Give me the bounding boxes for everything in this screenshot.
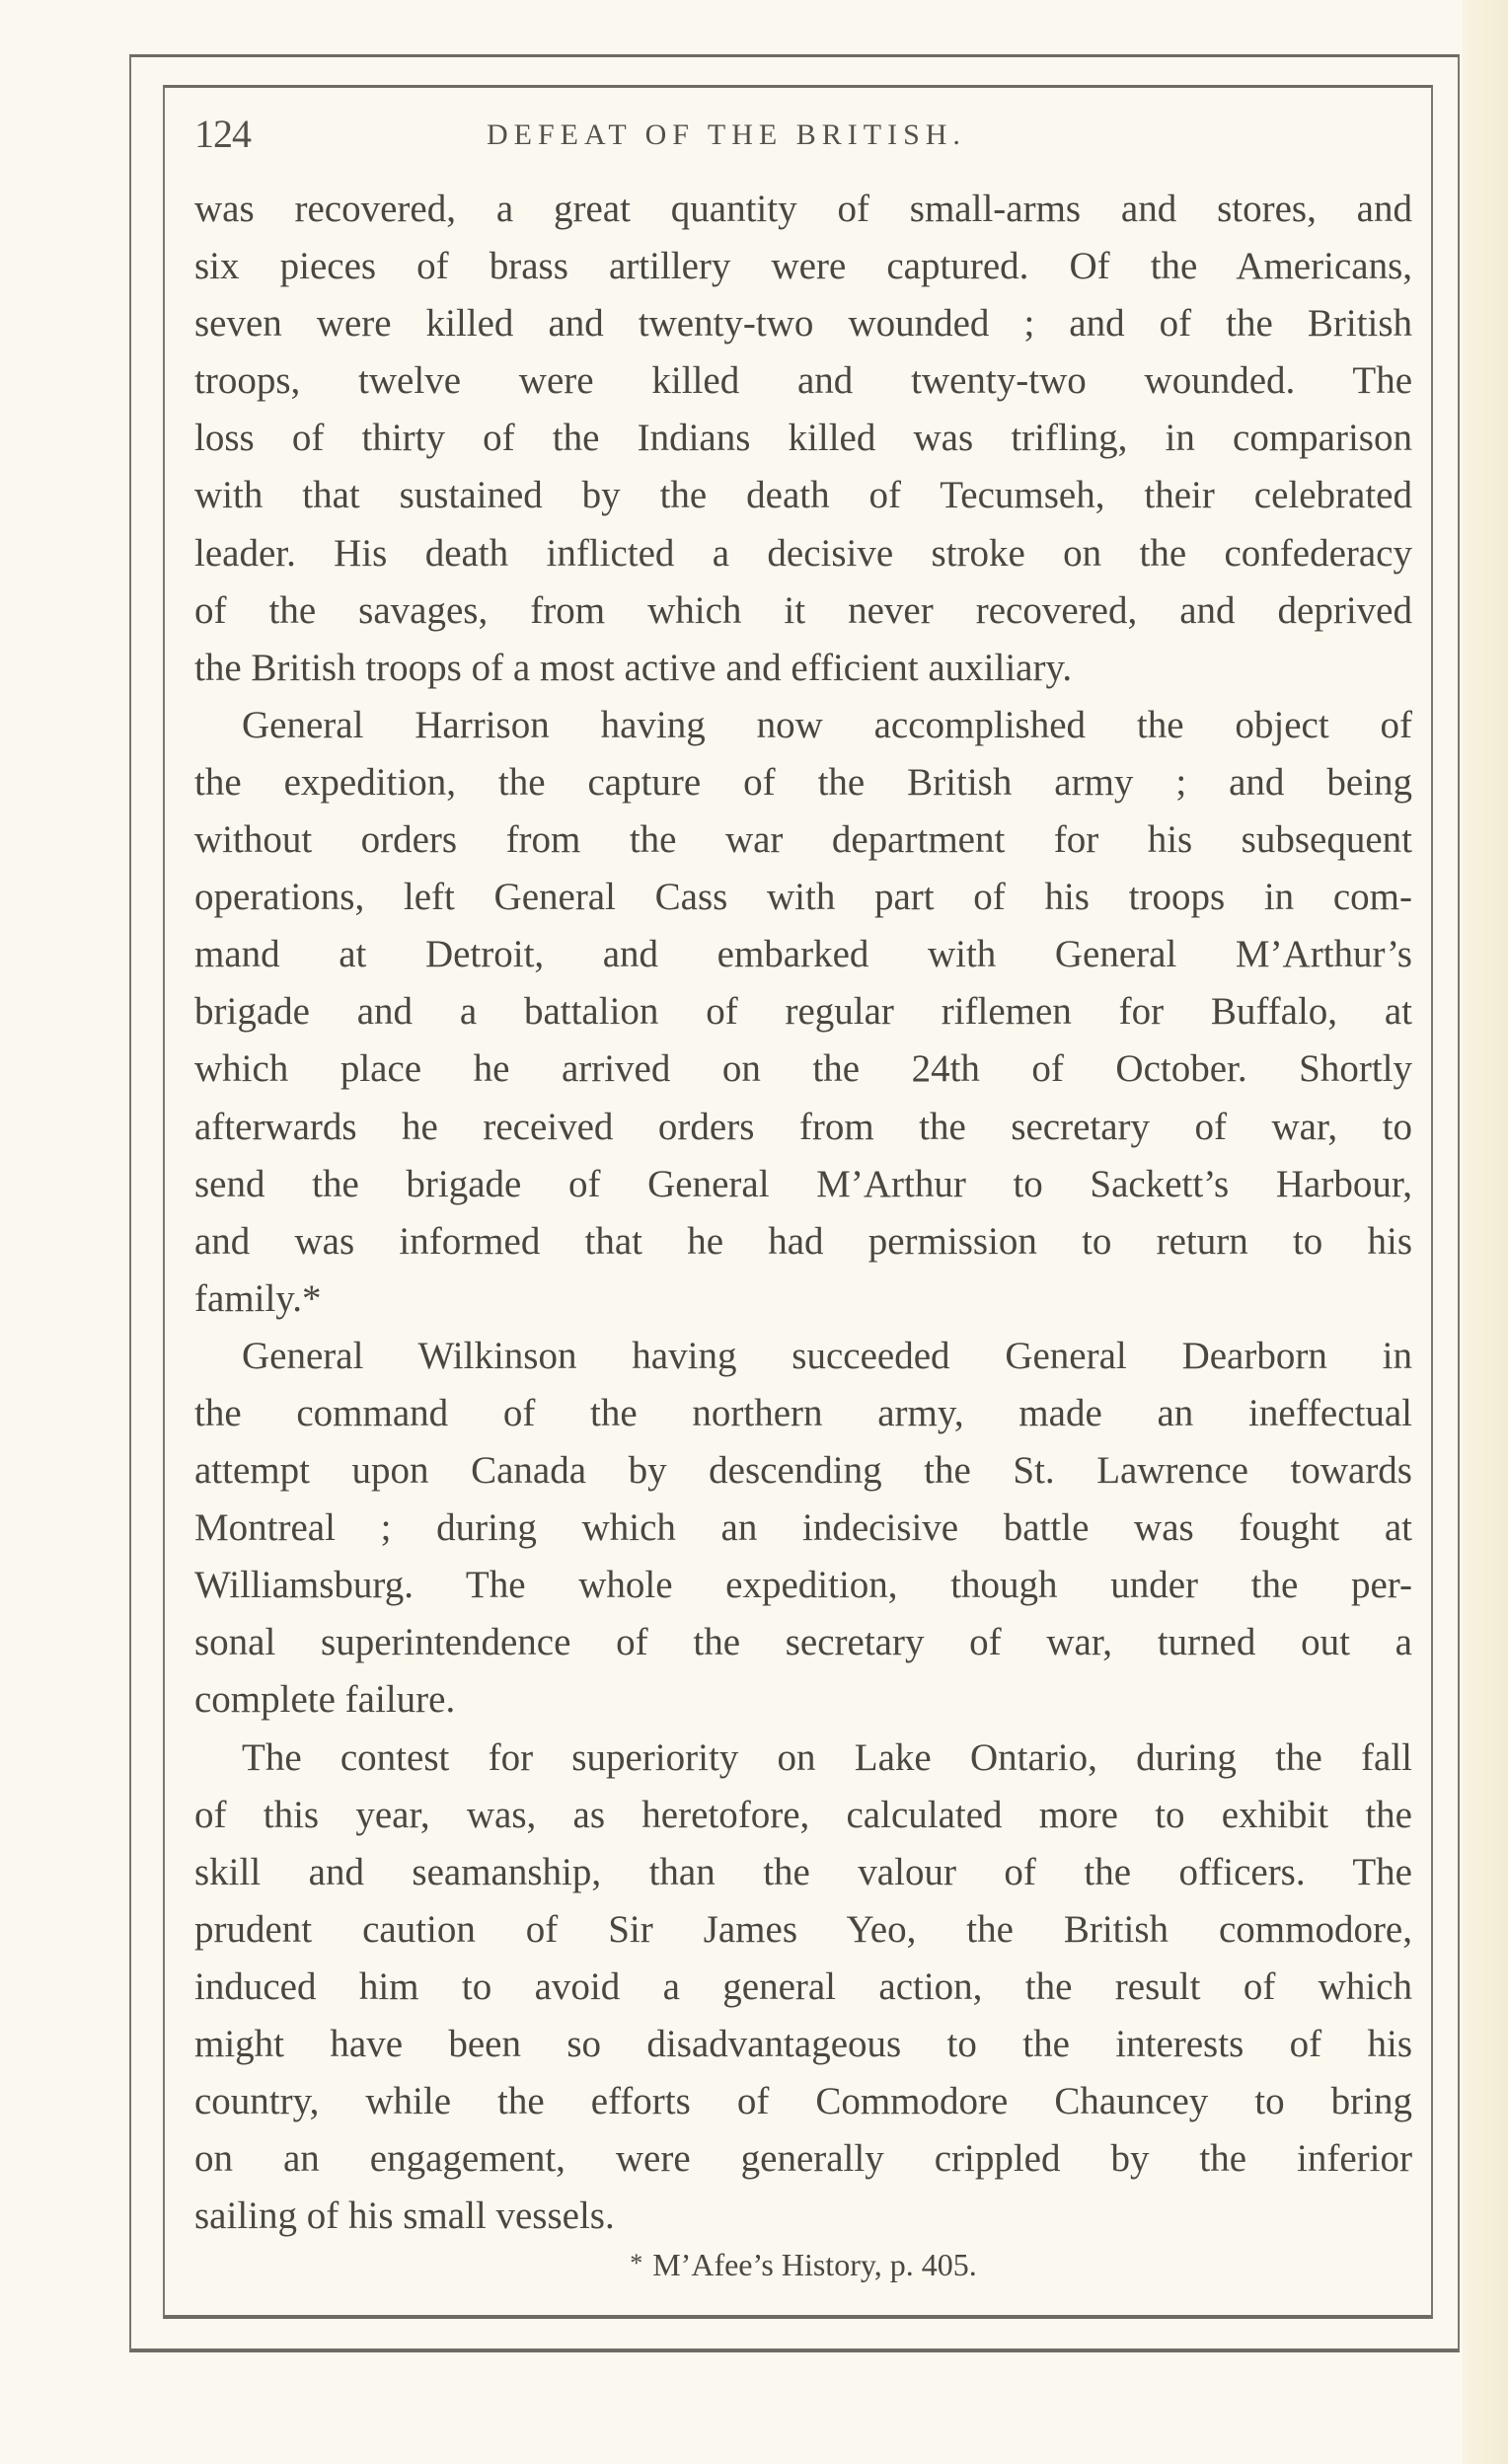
text-line: Williamsburg. The whole expedition, though under the per- <box>194 1564 1412 1607</box>
text-line: troops, twelve were killed and twenty-two wounded. The <box>194 359 1412 403</box>
text-line: was recovered, a great quantity of small-arms and stores, and <box>194 188 1412 230</box>
page-number: 124 <box>194 112 251 156</box>
text-line: country, while the efforts of Commodore Chauncey to bring <box>194 2080 1412 2123</box>
text-line: which place he arrived on the 24th of October. Shortly <box>194 1047 1412 1091</box>
text-line: send the brigade of General M’Arthur to Sackett’s Harbour, <box>194 1162 1412 1205</box>
paragraph <box>194 1730 1412 2246</box>
footnote-marker: * <box>630 2249 643 2277</box>
text-line: Montreal ; during which an indecisive battle was fought at <box>194 1506 1412 1550</box>
text-line: sonal superintendence of the secretary of war, turned out a <box>194 1621 1412 1664</box>
page-edge <box>1463 0 1508 2464</box>
text-line: sailing of his small vessels. <box>194 2194 615 2238</box>
paragraph <box>194 181 1412 697</box>
text-line: seven were killed and twenty-two wounded ; and of the British <box>194 302 1412 346</box>
text-line: family.* <box>194 1276 322 1320</box>
text-line: of this year, was, as heretofore, calculated more to exhibit the <box>194 1793 1412 1836</box>
text-line: The contest for superiority on Lake Ontario, during the fall <box>242 1735 1412 1779</box>
text-line: might have been so disadvantageous to the interests of his <box>194 2023 1412 2065</box>
body-text <box>194 181 1412 2245</box>
text-line: afterwards he received orders from the secretary of war, to <box>194 1105 1412 1148</box>
text-line: mand at Detroit, and embarked with General M’Arthur’s <box>194 933 1412 976</box>
text-line: induced him to avoid a general action, the result of which <box>194 1964 1412 2008</box>
running-head-title: DEFEAT OF THE BRITISH. <box>487 118 966 151</box>
text-line: six pieces of brass artillery were captured. Of the Americans, <box>194 245 1412 288</box>
text-line: and was informed that he had permission to return to his <box>194 1219 1412 1263</box>
text-line: the British troops of a most active and efficient auxiliary. <box>194 646 1073 689</box>
text-line: brigade and a battalion of regular riflemen for Buffalo, at <box>194 990 1412 1034</box>
footnote-text: M’Afee’s History, p. 405. <box>652 2247 977 2282</box>
text-line: attempt upon Canada by descending the St. Lawrence towards <box>194 1449 1412 1493</box>
text-line: without orders from the war department for his subsequent <box>194 818 1412 862</box>
text-line: operations, left General Cass with part of his troops in com- <box>194 876 1412 919</box>
text-line: skill and seamanship, than the valour of the officers. The <box>194 1850 1412 1893</box>
footnote <box>194 2247 1412 2283</box>
text-line: General Wilkinson having succeeded General Dearborn in <box>242 1334 1412 1377</box>
text-line: complete failure. <box>194 1678 456 1722</box>
text-line: of the savages, from which it never recovered, and deprived <box>194 588 1412 632</box>
running-head <box>194 111 1408 160</box>
paragraph <box>194 1328 1412 1730</box>
paragraph <box>194 697 1412 1328</box>
text-line: loss of thirty of the Indians killed was trifling, in comparison <box>194 417 1412 460</box>
text-line: the command of the northern army, made an ineffectual <box>194 1391 1412 1434</box>
text-line: leader. His death inflicted a decisive stroke on the confederacy <box>194 531 1412 575</box>
text-line: with that sustained by the death of Tecumseh, their celebrated <box>194 474 1412 517</box>
text-line: prudent caution of Sir James Yeo, the British commodore, <box>194 1907 1412 1951</box>
text-line: on an engagement, were generally crippled by the inferior <box>194 2137 1412 2181</box>
text-line: the expedition, the capture of the British army ; and being <box>194 760 1412 804</box>
text-line: General Harrison having now accomplished the object of <box>242 703 1412 746</box>
